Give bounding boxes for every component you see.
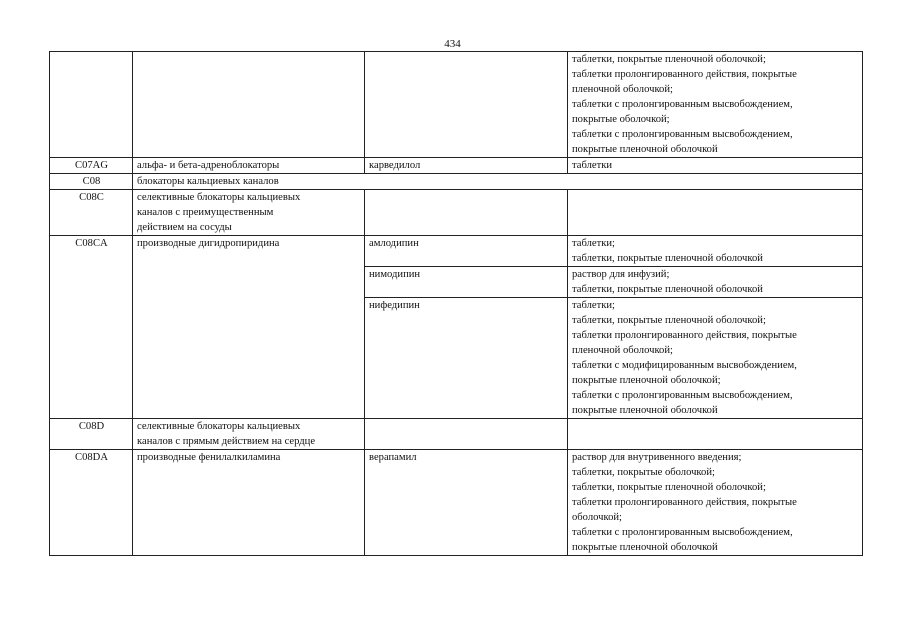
group-name-cell [133,419,365,450]
dosage-form-line: таблетки, покрытые оболочкой; [572,467,715,478]
dosage-form-line: таблетки пролонгированного действия, покрытые [572,69,797,80]
dosage-forms-cell [568,419,863,450]
dosage-form-line: таблетки с модифицированным высвобождением, [572,360,797,371]
dosage-forms-cell [568,236,863,267]
dosage-form-line: таблетки [572,160,613,171]
group-name-cell [133,450,365,556]
dosage-form-line: таблетки; [572,238,615,249]
table-row [50,52,863,158]
group-name-line: действием на сосуды [137,222,232,233]
dosage-form-line: таблетки, покрытые пленочной оболочкой [572,284,763,295]
group-name-cell [133,174,863,190]
dosage-form-line: покрытые пленочной оболочкой [572,144,718,155]
dosage-form-line: таблетки, покрытые пленочной оболочкой; [572,54,766,65]
dosage-forms-cell [568,190,863,236]
dosage-form-line: таблетки, покрытые пленочной оболочкой; [572,482,766,493]
dosage-form-line: раствор для инфузий; [572,269,670,280]
drug-name-cell: нифедипин [365,298,568,419]
group-name-line: каналов с преимущественным [137,207,274,218]
dosage-forms-cell [568,158,863,174]
group-name-line: селективные блокаторы кальциевых [137,192,301,203]
group-name-line: альфа- и бета-адреноблокаторы [137,160,280,171]
atc-code-cell: C07AG [50,158,133,174]
dosage-form-line: покрытые пленочной оболочкой [572,405,718,416]
atc-code-cell [50,52,133,158]
drug-name-cell: амлодипин [365,236,568,267]
dosage-form-line: таблетки пролонгированного действия, покрытые [572,330,797,341]
group-name-line: блокаторы кальциевых каналов [137,176,279,187]
group-name-cell [133,158,365,174]
table-body [50,52,863,556]
drug-name-cell: верапамил [365,450,568,556]
group-name-cell [133,190,365,236]
group-name-line: производные дигидропиридина [137,238,280,249]
drug-name-cell: карведилол [365,158,568,174]
dosage-forms-cell [568,267,863,298]
drug-name-cell [365,419,568,450]
dosage-form-line: покрытые пленочной оболочкой [572,542,718,553]
dosage-form-line: пленочной оболочкой; [572,84,673,95]
drug-name-cell: нимодипин [365,267,568,298]
table-row [50,419,863,450]
dosage-form-line: покрытые оболочкой; [572,114,670,125]
dosage-form-line: таблетки с пролонгированным высвобождением, [572,527,793,538]
drug-name-cell [365,52,568,158]
drug-name-cell [365,190,568,236]
dosage-form-line: пленочной оболочкой; [572,345,673,356]
group-name-cell [133,236,365,419]
drug-classification-table [49,51,863,556]
dosage-forms-cell [568,450,863,556]
group-name-line: селективные блокаторы кальциевых [137,421,301,432]
dosage-form-line: раствор для внутривенного введения; [572,452,742,463]
atc-code-cell: C08 [50,174,133,190]
atc-code-cell: C08C [50,190,133,236]
page-number: 434 [444,38,461,50]
dosage-form-line: таблетки с пролонгированным высвобождением, [572,390,793,401]
atc-code-cell: C08CA [50,236,133,419]
table-row [50,174,863,190]
group-name-line: каналов с прямым действием на сердце [137,436,316,447]
dosage-form-line: таблетки с пролонгированным высвобождением, [572,129,793,140]
atc-code-cell: C08D [50,419,133,450]
dosage-form-line: покрытые пленочной оболочкой; [572,375,721,386]
table-row [50,158,863,174]
atc-code-cell: C08DA [50,450,133,556]
dosage-forms-cell [568,298,863,419]
table-row [50,450,863,556]
dosage-form-line: таблетки, покрытые пленочной оболочкой; [572,315,766,326]
table-row [50,236,863,267]
dosage-form-line: таблетки, покрытые пленочной оболочкой [572,253,763,264]
dosage-form-line: таблетки; [572,300,615,311]
dosage-forms-cell [568,52,863,158]
dosage-form-line: таблетки пролонгированного действия, покрытые [572,497,797,508]
group-name-cell [133,52,365,158]
dosage-form-line: оболочкой; [572,512,622,523]
dosage-form-line: таблетки с пролонгированным высвобождением, [572,99,793,110]
group-name-line: производные фенилалкиламина [137,452,281,463]
table-row [50,190,863,236]
